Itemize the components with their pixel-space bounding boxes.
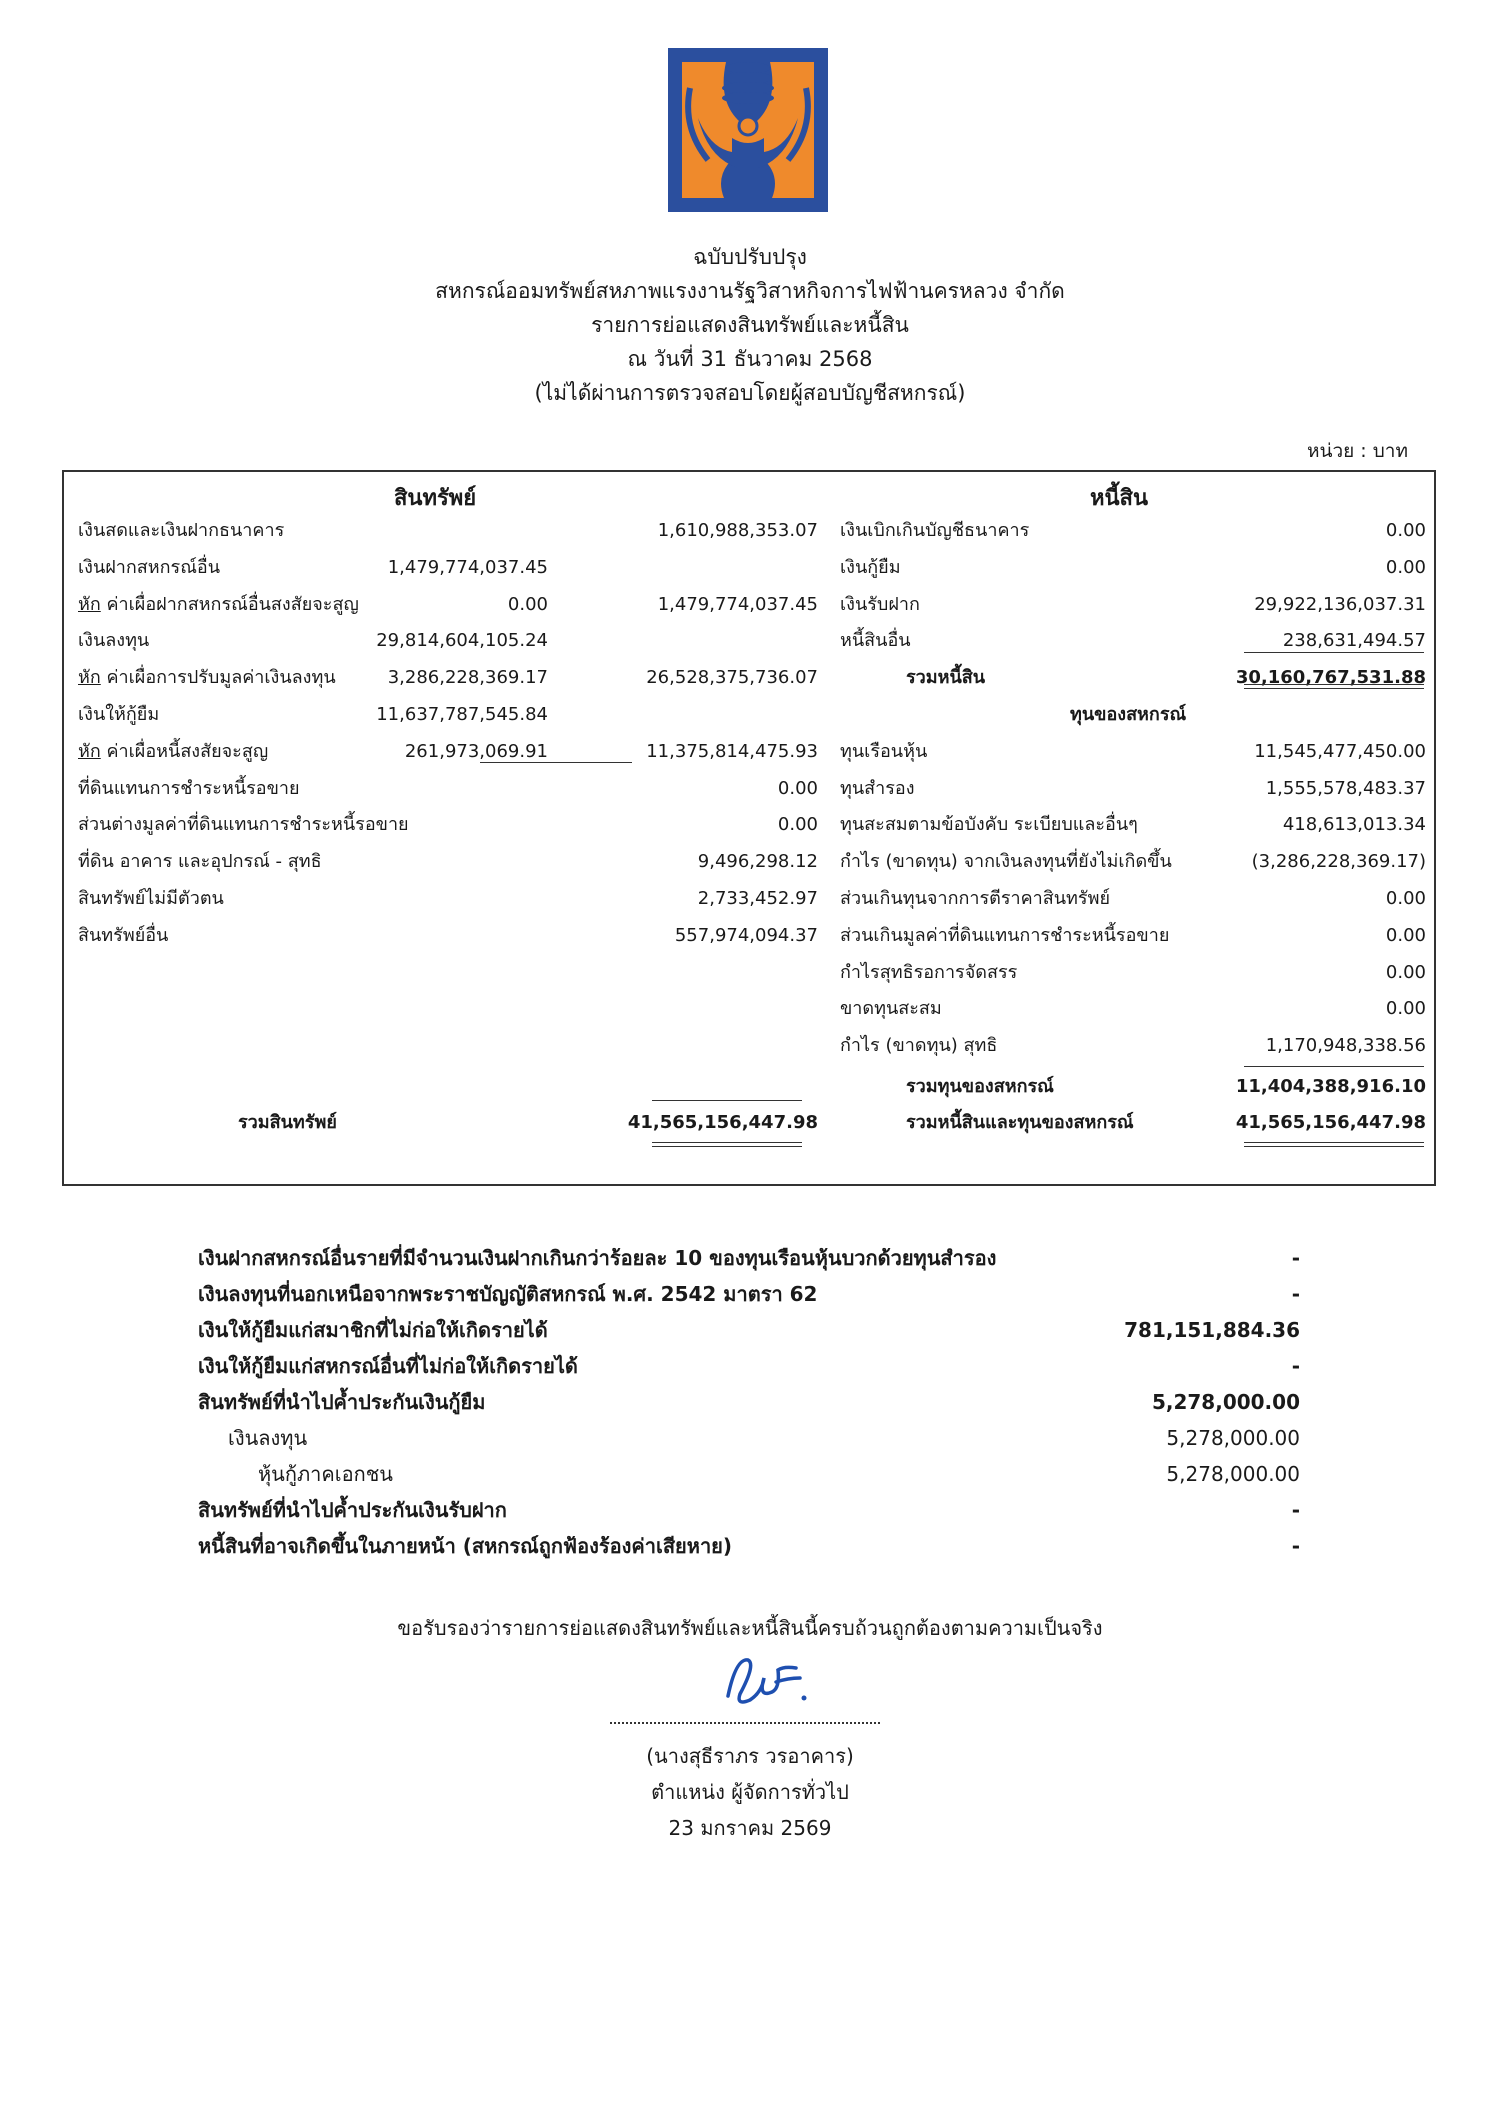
note-row	[198, 1312, 1300, 1348]
note-label: เงินลงทุน	[228, 1426, 308, 1450]
assets-row	[78, 810, 818, 840]
grand-total-value: 41,565,156,447.98	[1235, 1112, 1426, 1133]
assets-row	[78, 884, 818, 914]
note-label: สินทรัพย์ที่นำไปค้ำประกันเงินรับฝาก	[198, 1498, 507, 1522]
asset-amount: 0.00	[777, 814, 818, 836]
asset-amount: 9,496,298.12	[697, 851, 818, 873]
equity-total-top-rule	[1244, 1066, 1424, 1067]
note-value: 5,278,000.00	[1151, 1390, 1300, 1414]
liability-amount: 238,631,494.57	[1282, 630, 1426, 652]
asset-subamount: 0.00	[507, 593, 548, 615]
assets-row	[78, 921, 818, 951]
note-label: สินทรัพย์ที่นำไปค้ำประกันเงินกู้ยืม	[198, 1390, 486, 1414]
equity-total-row	[840, 1072, 1426, 1102]
equity-row	[840, 958, 1426, 988]
asset-label: เงินฝากสหกรณ์อื่น	[78, 556, 221, 578]
equity-row	[840, 994, 1426, 1024]
equity-row	[840, 737, 1426, 767]
asset-amount: 0.00	[777, 777, 818, 799]
note-row	[198, 1348, 1300, 1384]
grand-total-double-rule	[1244, 1142, 1424, 1147]
deduct-prefix: หัก	[78, 593, 101, 615]
liabilities-heading: หนี้สิน	[1090, 486, 1149, 511]
liability-amount: 0.00	[1385, 556, 1426, 578]
note-value: -	[1291, 1534, 1300, 1558]
note-label: เงินให้กู้ยืมแก่สหกรณ์อื่นที่ไม่ก่อให้เกิดรายได้	[198, 1354, 578, 1378]
note-label: เงินลงทุนที่นอกเหนือจากพระราชบัญญัติสหกรณ์ พ.ศ. 2542 มาตรา 62	[198, 1282, 818, 1306]
signer-name: (นางสุธีราภร วรอาคาร)	[646, 1744, 854, 1768]
organization-name: สหกรณ์ออมทรัพย์สหภาพแรงงานรัฐวิสาหกิจการไฟฟ้านครหลวง จำกัด	[435, 279, 1065, 303]
note-row	[198, 1456, 1300, 1492]
equity-amount: 0.00	[1385, 961, 1426, 983]
equity-label: กำไรสุทธิรอการจัดสรร	[840, 961, 1018, 983]
grand-total-label: รวมหนี้สินและทุนของสหกรณ์	[906, 1112, 1134, 1133]
note-label: เงินฝากสหกรณ์อื่นรายที่มีจำนวนเงินฝากเกินกว่าร้อยละ 10 ของทุนเรือนหุ้นบวกด้วยทุนสำรอง	[198, 1246, 997, 1270]
signer-date: 23 มกราคม 2569	[668, 1816, 832, 1840]
deduct-prefix: หัก	[78, 667, 101, 689]
asset-label: หัก ค่าเผื่อหนี้สงสัยจะสูญ	[78, 740, 269, 762]
liability-label: หนี้สินอื่น	[840, 630, 911, 652]
equity-label: กำไร (ขาดทุน) สุทธิ	[840, 1035, 998, 1057]
equity-amount: (3,286,228,369.17)	[1251, 851, 1426, 873]
asset-label: เงินลงทุน	[78, 630, 150, 652]
asset-amount: 557,974,094.37	[674, 924, 818, 946]
note-row	[198, 1492, 1300, 1528]
equity-label: ทุนสำรอง	[840, 777, 915, 799]
note-value: -	[1291, 1498, 1300, 1522]
liability-row	[840, 553, 1426, 583]
asset-amount: 1,610,988,353.07	[657, 520, 818, 541]
asset-subamount: 1,479,774,037.45	[387, 556, 548, 578]
liability-row	[840, 590, 1426, 620]
assets-row	[78, 847, 818, 877]
handwritten-signature	[706, 1648, 816, 1718]
assets-total-value: 41,565,156,447.98	[627, 1112, 818, 1133]
note-row	[198, 1420, 1300, 1456]
assets-row	[78, 590, 818, 620]
asset-label: หัก ค่าเผื่อการปรับมูลค่าเงินลงทุน	[78, 667, 336, 689]
equity-heading: ทุนของสหกรณ์	[1070, 704, 1187, 725]
liabilities-total-top-rule	[1244, 652, 1424, 653]
asset-amount: 11,375,814,475.93	[646, 740, 818, 762]
equity-total-label: รวมทุนของสหกรณ์	[906, 1076, 1054, 1097]
equity-row	[840, 810, 1426, 840]
equity-row	[840, 921, 1426, 951]
grand-total-row	[840, 1108, 1426, 1138]
certification-text: ขอรับรองว่ารายการย่อแสดงสินทรัพย์และหนี้สินนี้ครบถ้วนถูกต้องตามความเป็นจริง	[397, 1616, 1103, 1640]
note-value: 5,278,000.00	[1166, 1426, 1300, 1450]
revision-label: ฉบับปรับปรุง	[693, 245, 807, 269]
assets-heading: สินทรัพย์	[394, 486, 477, 511]
equity-label: ส่วนเกินทุนจากการตีราคาสินทรัพย์	[840, 888, 1110, 909]
assets-total-row	[78, 1108, 818, 1138]
asset-subamount: 29,814,604,105.24	[376, 630, 548, 652]
liability-amount: 29,922,136,037.31	[1254, 593, 1426, 615]
liabilities-total-double-rule	[1244, 684, 1424, 689]
asset-label: ที่ดิน อาคาร และอุปกรณ์ - สุทธิ	[78, 851, 322, 873]
assets-row	[78, 663, 818, 693]
asset-label: ที่ดินแทนการชำระหนี้รอขาย	[78, 777, 300, 799]
signer-position: ตำแหน่ง ผู้จัดการทั่วไป	[651, 1780, 849, 1804]
equity-amount: 0.00	[1385, 888, 1426, 909]
note-value: 5,278,000.00	[1166, 1462, 1300, 1486]
liability-label: เงินรับฝาก	[840, 593, 920, 615]
equity-amount: 0.00	[1385, 924, 1426, 946]
equity-amount: 1,555,578,483.37	[1265, 777, 1426, 799]
asset-label: เงินให้กู้ยืม	[78, 704, 160, 725]
note-row	[198, 1384, 1300, 1420]
equity-label: กำไร (ขาดทุน) จากเงินลงทุนที่ยังไม่เกิดขึ้น	[840, 851, 1172, 873]
asset-subamount: 261,973,069.91	[404, 740, 548, 762]
asset-label: ส่วนต่างมูลค่าที่ดินแทนการชำระหนี้รอขาย	[78, 814, 409, 836]
asset-label: สินทรัพย์อื่น	[78, 924, 169, 946]
liabilities-total-label: รวมหนี้สิน	[906, 667, 986, 689]
note-row	[198, 1240, 1300, 1276]
asset-label: สินทรัพย์ไม่มีตัวตน	[78, 888, 224, 909]
cooperative-logo	[668, 48, 828, 212]
note-row	[198, 1276, 1300, 1312]
assets-row	[78, 700, 818, 730]
assets-row	[78, 737, 818, 767]
equity-label: ขาดทุนสะสม	[840, 998, 942, 1020]
equity-amount: 1,170,948,338.56	[1265, 1035, 1426, 1057]
equity-amount: 11,545,477,450.00	[1254, 740, 1426, 762]
note-label: หุ้นกู้ภาคเอกชน	[258, 1462, 393, 1486]
assets-row	[78, 774, 818, 804]
statement-date: ณ วันที่ 31 ธันวาคม 2568	[627, 347, 873, 371]
liabilities-total-value: 30,160,767,531.88	[1235, 667, 1426, 689]
asset-amount: 26,528,375,736.07	[646, 667, 818, 689]
equity-row	[840, 1031, 1426, 1061]
asset-label: หัก ค่าเผื่อฝากสหกรณ์อื่นสงสัยจะสูญ	[78, 593, 359, 615]
signature-line	[610, 1722, 880, 1724]
asset-label: เงินสดและเงินฝากธนาคาร	[78, 520, 285, 541]
assets-row	[78, 626, 818, 656]
note-value: -	[1291, 1246, 1300, 1270]
equity-row	[840, 884, 1426, 914]
asset-subamount: 11,637,787,545.84	[376, 704, 548, 725]
equity-total-value: 11,404,388,916.10	[1235, 1076, 1426, 1097]
asset-amount: 1,479,774,037.45	[657, 593, 818, 615]
equity-label: ทุนสะสมตามข้อบังคับ ระเบียบและอื่นๆ	[840, 814, 1138, 836]
assets-total-label: รวมสินทรัพย์	[238, 1112, 337, 1133]
balance-sheet-box	[62, 470, 1436, 1186]
assets-total-double-rule	[652, 1142, 802, 1147]
liability-amount: 0.00	[1385, 520, 1426, 541]
equity-amount: 0.00	[1385, 998, 1426, 1020]
note-label: หนี้สินที่อาจเกิดขึ้นในภายหน้า (สหกรณ์ถูกฟ้องร้องค่าเสียหาย)	[198, 1534, 733, 1558]
audit-note: (ไม่ได้ผ่านการตรวจสอบโดยผู้สอบบัญชีสหกรณ์)	[534, 381, 966, 405]
assets-total-top-rule	[652, 1100, 802, 1101]
note-row	[198, 1528, 1300, 1564]
asset-subamount: 3,286,228,369.17	[387, 667, 548, 689]
liability-row	[840, 516, 1426, 546]
liability-label: เงินเบิกเกินบัญชีธนาคาร	[840, 520, 1030, 541]
deduct-prefix: หัก	[78, 740, 101, 762]
note-label: เงินให้กู้ยืมแก่สมาชิกที่ไม่ก่อให้เกิดรายได้	[198, 1318, 548, 1342]
equity-label: ส่วนเกินมูลค่าที่ดินแทนการชำระหนี้รอขาย	[840, 924, 1170, 946]
equity-label: ทุนเรือนหุ้น	[840, 740, 928, 762]
note-value: 781,151,884.36	[1124, 1318, 1300, 1342]
equity-amount: 418,613,013.34	[1282, 814, 1426, 836]
asset-amount: 2,733,452.97	[697, 888, 818, 909]
assets-row	[78, 553, 818, 583]
equity-row	[840, 847, 1426, 877]
equity-row	[840, 774, 1426, 804]
liability-label: เงินกู้ยืม	[840, 556, 901, 578]
note-value: -	[1291, 1354, 1300, 1378]
unit-label: หน่วย : บาท	[1306, 440, 1408, 462]
statement-title: รายการย่อแสดงสินทรัพย์และหนี้สิน	[591, 313, 909, 337]
note-value: -	[1291, 1282, 1300, 1306]
assets-row	[78, 516, 818, 546]
